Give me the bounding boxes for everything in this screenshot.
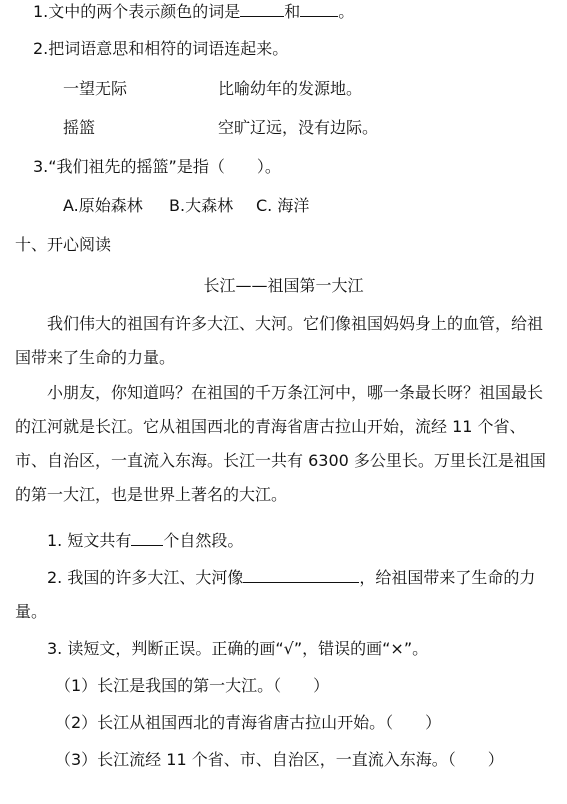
match-left-item[interactable]: 摇篮 (63, 118, 96, 137)
exercise-1 (47, 529, 243, 552)
question-1-text: 1.文中的两个表示颜色的词是 (33, 2, 241, 21)
exercise-3-prompt: 3. 读短文，判断正误。正确的画“√”，错误的画“×”。 (47, 639, 429, 658)
question-1 (33, 0, 354, 23)
exercise-1-end: 个自然段。 (163, 531, 244, 550)
judgment-item[interactable]: （2）长江从祖国西北的青海省唐古拉山开始。（ ） (55, 713, 442, 732)
match-left-item[interactable]: 一望无际 (63, 79, 128, 98)
section-heading: 十、开心阅读 (15, 235, 112, 254)
exercise-2-text: 2. 我国的许多大江、大河像 (47, 568, 244, 587)
exercise-1-text: 1. 短文共有 (47, 531, 132, 550)
exercise-2 (47, 566, 535, 589)
answer-blank[interactable] (243, 566, 359, 583)
question-1-and: 和 (284, 2, 301, 21)
question-3-prompt: 3.“我们祖先的摇篮”是指（ ）。 (33, 157, 281, 176)
answer-blank[interactable] (131, 529, 163, 546)
option-b[interactable]: B.大森林 (169, 196, 234, 215)
exercise-2-end: ，给祖国带来了生命的力 (359, 568, 536, 587)
article-paragraph-2: 小朋友，你知道吗？在祖国的千万条江河中，哪一条最长呀？祖国最长的江河就是长江。它从祖国西北的青海省唐古拉山开始，流经 11 个省、市、自治区，一直流入东海。长江一共有 6300 多公里长。万里长江是祖国的第一大江，也是世界上著名的大江。 (15, 383, 546, 504)
match-right-item[interactable]: 空旷辽远，没有边际。 (218, 118, 379, 137)
option-a[interactable]: A.原始森林 (63, 196, 143, 215)
article-paragraph-1: 我们伟大的祖国有许多大江、大河。它们像祖国妈妈身上的血管，给祖国带来了生命的力量。 (15, 314, 544, 367)
judgment-item[interactable]: （1）长江是我国的第一大江。（ ） (55, 676, 330, 695)
article-title: 长江——祖国第一大江 (203, 276, 364, 295)
answer-blank[interactable] (300, 0, 338, 17)
answer-blank[interactable] (240, 0, 284, 17)
question-2-prompt: 2.把词语意思和相符的词语连起来。 (33, 39, 289, 58)
judgment-item[interactable]: （3）长江流经 11 个省、市、自治区，一直流入东海。（ ） (55, 750, 504, 769)
question-1-end: 。 (338, 2, 355, 21)
match-right-item[interactable]: 比喻幼年的发源地。 (218, 79, 363, 98)
option-c[interactable]: C. 海洋 (256, 196, 310, 215)
watermark (178, 390, 292, 413)
exercise-2-continued: 量。 (15, 602, 48, 621)
